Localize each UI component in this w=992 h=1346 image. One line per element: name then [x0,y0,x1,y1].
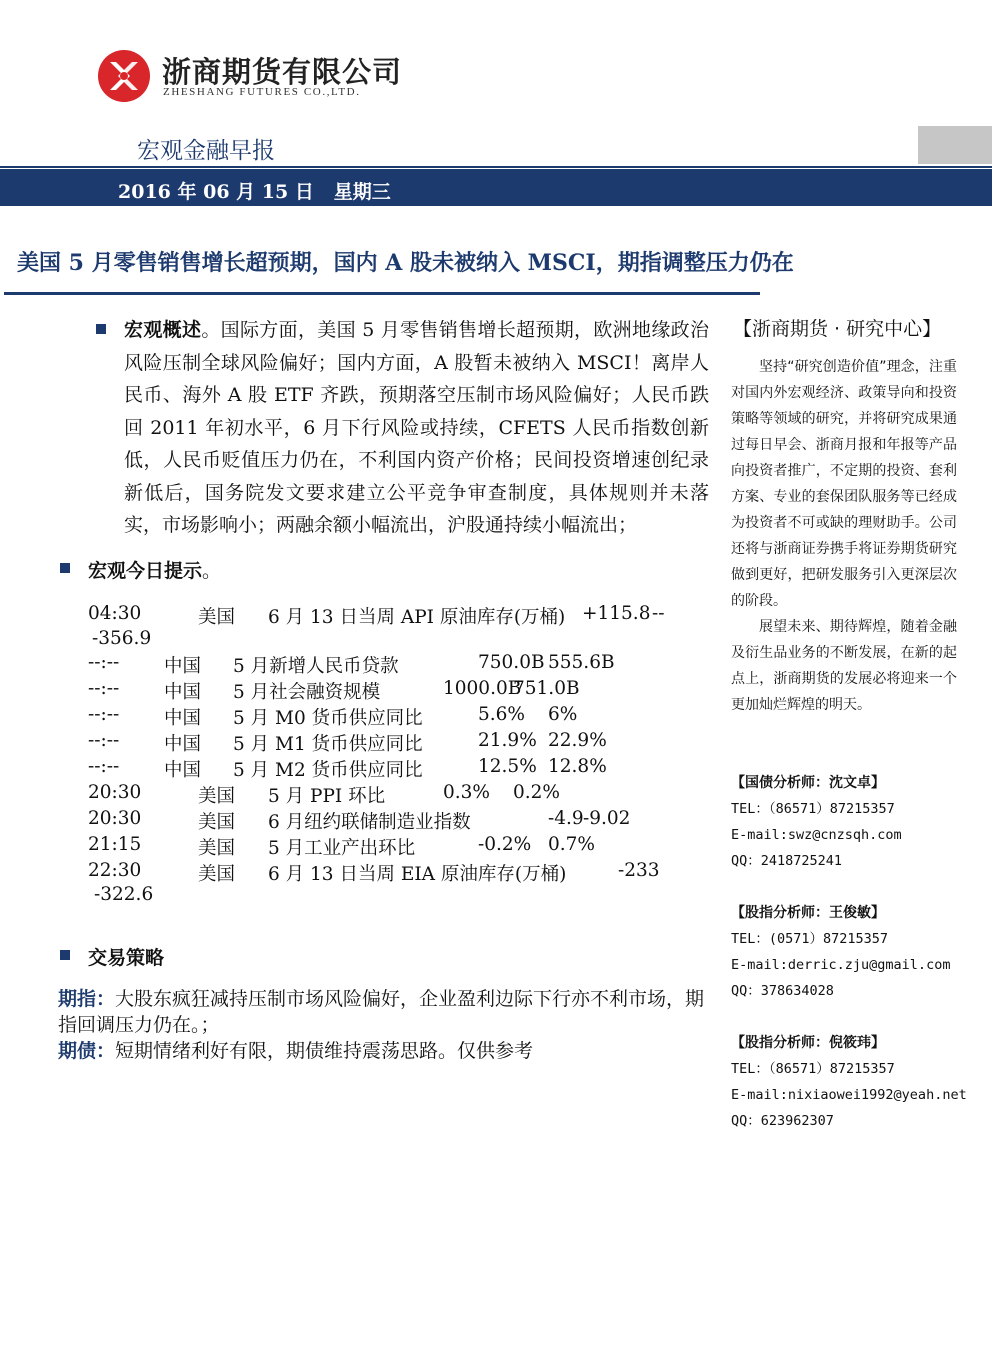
calendar-time: --:-- [88,678,120,699]
analyst-qq: QQ：623962307 [731,1113,834,1129]
calendar-value: -322.6 [94,884,154,905]
date-value: 2016 年 06 月 15 日 [118,181,314,203]
overview-text: 。国际方面，美国 5 月零售销售增长超预期，欧洲地缘政治风险压制全球风险偏好；国内方面，A 股暂未被纳入 MSCI！离岸人民币、海外 A 股 ETF 齐跌，预期落空压制市场风险偏好；人民币跌回 2011 年初水平，6 月下行风险或持续，CFETS 人民币指数创新低，人民币贬值压力仍在，不利国内资产价格；民间投资增速创纪录新低后，国务院发文要求建立公平竞争审查制度，具体规则并未落实，市场影响小；两融余额小幅流出，沪股通持续小幅流出； [124,319,709,536]
sidebar-intro [731,354,957,718]
calendar-value: -4.9 [548,808,584,829]
bullet-square-icon [60,950,70,960]
calendar-event: 5 月 PPI 环比 [268,786,386,807]
strategy-section-title: 交易策略 [88,947,165,969]
calendar-event: 6 月 13 日当周 API 原油库存(万桶) [268,607,566,628]
headline: 美国 5 月零售销售增长超预期，国内 A 股未被纳入 MSCI，期指调整压力仍在 [17,250,794,276]
headline-rule [4,292,760,295]
intro-paragraph: 坚持“研究创造价值”理念，注重对国内外宏观经济、政策导向和投资策略等领域的研究，并将研究成果通过每日早会、浙商月报和年报等产品向投资者推广，不定期的投资、套利方案、专业的套保团队服务等已经成为投资者不可或缺的理财助手。公司还将与浙商证券携手将证券期货研究做到更好，把研发服务引入更深层次的阶段。 [731,359,957,609]
today-section-title [88,556,221,583]
report-title: 宏观金融早报 [137,138,275,164]
calendar-value: 12.8% [548,756,607,777]
calendar-country: 美国 [198,812,236,833]
calendar-value: 6% [548,704,578,725]
calendar-country: 中国 [164,656,202,677]
calendar-value: 12.5% [478,756,537,777]
calendar-time: --:-- [88,704,120,725]
calendar-value: 22.9% [548,730,607,751]
macro-overview [124,314,709,542]
calendar-time: 20:30 [88,782,142,803]
calendar-country: 美国 [198,607,236,628]
calendar-country: 美国 [198,786,236,807]
overview-label: 宏观概述 [124,319,202,341]
calendar-value: -0.2% [478,834,532,855]
strategy-value: 大股东疯狂减持压制市场风险偏好，企业盈利边际下行亦不利市场，期指回调压力仍在。； [58,988,705,1036]
header-decoration [918,126,992,164]
analyst-qq: QQ：2418725241 [731,853,843,869]
calendar-value: 5.6% [478,704,525,725]
strategy-sep: ： [96,1040,116,1062]
company-logo-icon [96,48,152,104]
calendar-country: 中国 [164,708,202,729]
analyst-card [731,900,971,1004]
company-name-cn: 浙商期货有限公司 [162,55,403,89]
analyst-tel: TEL：（86571）87215357 [731,801,895,817]
calendar-event: 5 月新增人民币贷款 [233,656,399,677]
bullet-square-icon [96,324,106,334]
calendar-value: 750.0B [478,652,545,673]
calendar-event: 5 月 M2 货币供应同比 [233,760,423,781]
calendar-time: --:-- [88,730,120,751]
sidebar-title: 【浙商期货 · 研究中心】 [733,318,942,340]
analyst-email[interactable]: E-mail:nixiaowei1992@yeah.net [731,1087,967,1103]
strategy-item-bond-futures [58,1038,713,1064]
calendar-value: 0.7% [548,834,595,855]
calendar-value: -9.02 [583,808,631,829]
header-divider [0,166,992,168]
strategy-value: 短期情绪利好有限，期债维持震荡思路。仅供参考 [115,1040,534,1062]
calendar-event: 6 月 13 日当周 EIA 原油库存(万桶) [268,864,567,885]
calendar-country: 美国 [198,838,236,859]
calendar-value: -- [652,603,665,624]
analyst-tel: TEL：（86571）87215357 [731,1061,895,1077]
bullet-square-icon [60,563,70,573]
calendar-time: 04:30 [88,603,142,624]
analyst-card [731,770,971,874]
strategy-key: 期指 [58,988,97,1010]
analyst-card [731,1030,971,1134]
analyst-tel: TEL：(0571）87215357 [731,931,889,947]
analyst-email[interactable]: E-mail:swz@cnzsqh.com [731,827,902,843]
calendar-value: -233 [618,860,660,881]
calendar-value: 555.6B [548,652,615,673]
calendar-time: --:-- [88,756,120,777]
calendar-time: --:-- [88,652,120,673]
calendar-value: 0.2% [513,782,560,803]
calendar-value: -356.9 [92,628,152,649]
strategy-key: 期债 [58,1040,97,1062]
analyst-name: 【股指分析师：倪筱玮】 [731,1035,885,1051]
calendar-time: 20:30 [88,808,142,829]
weekday-value: 星期三 [333,181,391,203]
calendar-value: 1000.0B [443,678,522,699]
calendar-country: 中国 [164,760,202,781]
analyst-email[interactable]: E-mail:derric.zju@gmail.com [731,957,951,973]
strategy-item-index-futures [58,986,713,1038]
calendar-event: 6 月纽约联储制造业指数 [268,812,471,833]
today-label: 宏观今日提示 [88,560,203,582]
calendar-time: 22:30 [88,860,142,881]
calendar-value: +115.8 [582,603,651,624]
analyst-qq: QQ：378634028 [731,983,834,999]
calendar-time: 21:15 [88,834,142,855]
calendar-country: 中国 [164,734,202,755]
calendar-value: 0.3% [443,782,490,803]
calendar-event: 5 月社会融资规模 [233,682,381,703]
analyst-name: 【国债分析师：沈文卓】 [731,775,885,791]
calendar-event: 5 月工业产出环比 [268,838,416,859]
strategy-text [58,986,713,1064]
calendar-event: 5 月 M0 货币供应同比 [233,708,423,729]
calendar-event: 5 月 M1 货币供应同比 [233,734,423,755]
calendar-value: 21.9% [478,730,537,751]
calendar-country: 中国 [164,682,202,703]
strategy-sep: ： [96,988,116,1010]
report-date [118,177,391,204]
calendar-country: 美国 [198,864,236,885]
analyst-name: 【股指分析师：王俊敏】 [731,905,885,921]
intro-paragraph: 展望未来、期待辉煌，随着金融及衍生品业务的不断发展，在新的起点上，浙商期货的发展必将迎来一个更加灿烂辉煌的明天。 [731,619,957,713]
calendar-value: 751.0B [513,678,580,699]
company-name-en: ZHESHANG FUTURES CO.,LTD. [163,86,361,98]
today-suffix: 。 [202,560,222,582]
